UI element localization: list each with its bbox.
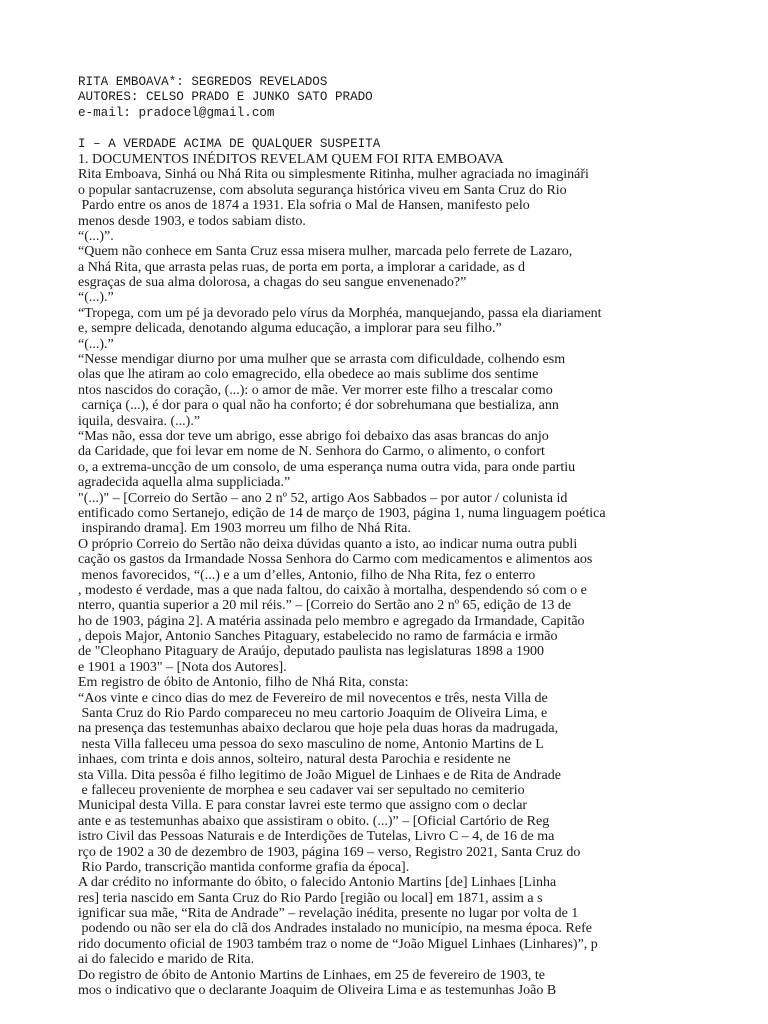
text-line: Santa Cruz do Rio Pardo compareceu no meu cartorio Joaquim de Oliveira Lima, e (78, 706, 548, 722)
text-line: nterro, quantia superior a 20 mil réis.” – [Correio do Sertão ano 2 nº 65, edição de 13 de (78, 598, 572, 614)
text-line: ignificar sua mãe, “Rita de Andrade” – revelação inédita, presente no lugar por volta de 1 (78, 906, 579, 922)
text-line: “(...)”. (78, 228, 114, 244)
text-line: , modesto é verdade, mas a que nada faltou, do caixão à mortalha, despendendo só com o e (78, 582, 587, 598)
text-line: , depois Major, Antonio Sanches Pitaguary, estabelecido no ramo de farmácia e irmão (78, 629, 558, 645)
text-line: inspirando drama]. Em 1903 morreu um filho de Nhá Rita. (78, 521, 411, 537)
text-line: Municipal desta Villa. E para constar lavrei este termo que assigno com o declar (78, 798, 528, 814)
text-line: Rio Pardo, transcrição mantida conforme grafia da época]. (78, 859, 410, 875)
text-line: da Caridade, que foi levar em nome de N. Senhora do Carmo, o alimento, o confort (78, 444, 545, 460)
text-line: “Mas não, essa dor teve um abrigo, esse abrigo foi debaixo das asas brancas do anjo (78, 428, 549, 444)
text-line: e, sempre delicada, denotando alguma educação, a implorar para seu filho.” (78, 321, 502, 337)
text-line: iquila, desvaira. (...).” (78, 413, 201, 429)
text-line: “(...).” (78, 290, 114, 306)
text-line: Em registro de óbito de Antonio, filho de Nhá Rita, consta: (78, 675, 409, 691)
text-line: o, a extrema-uncção de um consolo, de uma esperança numa outra vida, para onde partiu (78, 459, 576, 475)
text-line: ntos nascidos do coração, (...): o amor de mãe. Ver morrer este filho a trescalar como (78, 382, 553, 398)
spacer (78, 121, 768, 136)
text-line: “Tropega, com um pé ja devorado pelo vírus da Morphéa, manquejando, passa ela diariament (78, 305, 602, 321)
text-line: rido documento oficial de 1903 também traz o nome de “João Miguel Linhaes (Linhares)”, p (78, 936, 598, 952)
text-line: o popular santacruzense, com absoluta segurança histórica viveu em Santa Cruz do Rio (78, 182, 567, 198)
text-line: a Nhá Rita, que arrasta pelas ruas, de porta em porta, a implorar a caridade, as d (78, 259, 526, 275)
document-title: RITA EMBOAVA*: SEGREDOS REVELADOS (78, 75, 328, 89)
text-line: Do registro de óbito de Antonio Martins de Linhaes, em 25 de fevereiro de 1903, te (78, 967, 545, 983)
document-body (78, 152, 768, 998)
text-line: podendo ou não ser ela do clã dos Andrades instalado no município, na mesma época. Refe (78, 921, 592, 937)
document-authors: AUTORES: CELSO PRADO E JUNKO SATO PRADO (78, 90, 373, 105)
text-line: istro Civil das Pessoas Naturais e de Interdições de Tutelas, Livro C – 4, de 16 de ma (78, 829, 555, 845)
text-line: ai do falecido e marido de Rita. (78, 952, 255, 968)
text-line: e falleceu proveniente de morphea e seu cadaver vai ser sepultado no cemiterio (78, 782, 525, 798)
text-line: Rita Emboava, Sinhá ou Nhá Rita ou simplesmente Ritinha, mulher agraciada no imagináři (78, 167, 589, 183)
text-line: “Aos vinte e cinco dias do mez de Fevereiro de mil novecentos e três, nesta Villa de (78, 690, 548, 706)
text-line: “Quem não conhece em Santa Cruz essa misera mulher, marcada pelo ferrete de Lazaro, (78, 244, 573, 260)
text-line: “(...).” (78, 336, 114, 352)
text-line: de "Cleophano Pitaguary de Araújo, deputado paulista nas legislaturas 1898 a 1900 (78, 644, 545, 660)
section-heading: I – A VERDADE ACIMA DE QUALQUER SUSPEITA (78, 136, 381, 151)
document-email: e-mail: pradocel@gmail.com (78, 105, 275, 120)
text-line: entificado como Sertanejo, edição de 14 de março de 1903, página 1, numa linguagem poética (78, 505, 606, 521)
text-line: nesta Villa falleceu uma pessoa do sexo masculino de nome, Antonio Martins de L (78, 736, 544, 752)
text-line: O próprio Correio do Sertão não deixa dúvidas quanto a isto, ao indicar numa outra publi (78, 536, 578, 552)
text-line: esgraças de sua alma dolorosa, a chagas do seu sangue envenenado?” (78, 275, 467, 291)
text-line: na presença das testemunhas abaixo declarou que hoje pela duas horas da madrugada, (78, 721, 559, 737)
text-line: “Nesse mendigar diurno por uma mulher que se arrasta com dificuldade, colhendo esm (78, 352, 566, 368)
text-line: inhaes, com trinta e dois annos, solteiro, natural desta Parochia e residente ne (78, 752, 511, 768)
text-line: A dar crédito no informante do óbito, o falecido Antonio Martins [de] Linhaes [Linha (78, 875, 557, 891)
text-line: "(...)" – [Correio do Sertão – ano 2 nº 52, artigo Aos Sabbados – por autor / colunista id (78, 490, 568, 506)
text-line: carniça (...), é dor para o qual não ha conforto; é dor sobrehumana que bestializa, ann (78, 398, 559, 414)
text-line: 1. DOCUMENTOS INÉDITOS REVELAM QUEM FOI RITA EMBOAVA (78, 151, 504, 167)
document-page (78, 75, 768, 998)
text-line: ho de 1903, página 2]. A matéria assinada pelo membro e agregado da Irmandade, Capitão (78, 613, 585, 629)
text-line: rço de 1902 a 30 de dezembro de 1903, página 169 – verso, Registro 2021, Santa Cruz do (78, 844, 581, 860)
text-line: olas que lhe atiram ao colo emagrecido, ella obedece ao mais sublime dos sentime (78, 367, 539, 383)
text-line: sta Villa. Dita pessôa é filho legitimo de João Miguel de Linhaes e de Rita de Andrade (78, 767, 561, 783)
text-line: cação os gastos da Irmandade Nossa Senhora do Carmo com medicamentos e alimentos aos (78, 552, 593, 568)
text-line: menos desde 1903, e todos sabiam disto. (78, 213, 306, 229)
text-line: agradecida aquella alma suppliciada.” (78, 475, 291, 491)
text-line: Pardo entre os anos de 1874 a 1931. Ela sofria o Mal de Hansen, manifesto pelo (78, 198, 530, 214)
text-line: mos o indicativo que o declarante Joaquim de Oliveira Lima e as testemunhas João B (78, 983, 557, 999)
text-line: e 1901 a 1903" – [Nota dos Autores]. (78, 659, 287, 675)
text-line: menos favorecidos, “(...) e a um d’elles, Antonio, filho de Nha Rita, fez o enterro (78, 567, 536, 583)
text-line: res] teria nascido em Santa Cruz do Rio Pardo [região ou local] em 1871, assim a s (78, 890, 543, 906)
text-line: ante e as testemunhas abaixo que assistiram o obito. (...)” – [Oficial Cartório de Reg (78, 813, 550, 829)
